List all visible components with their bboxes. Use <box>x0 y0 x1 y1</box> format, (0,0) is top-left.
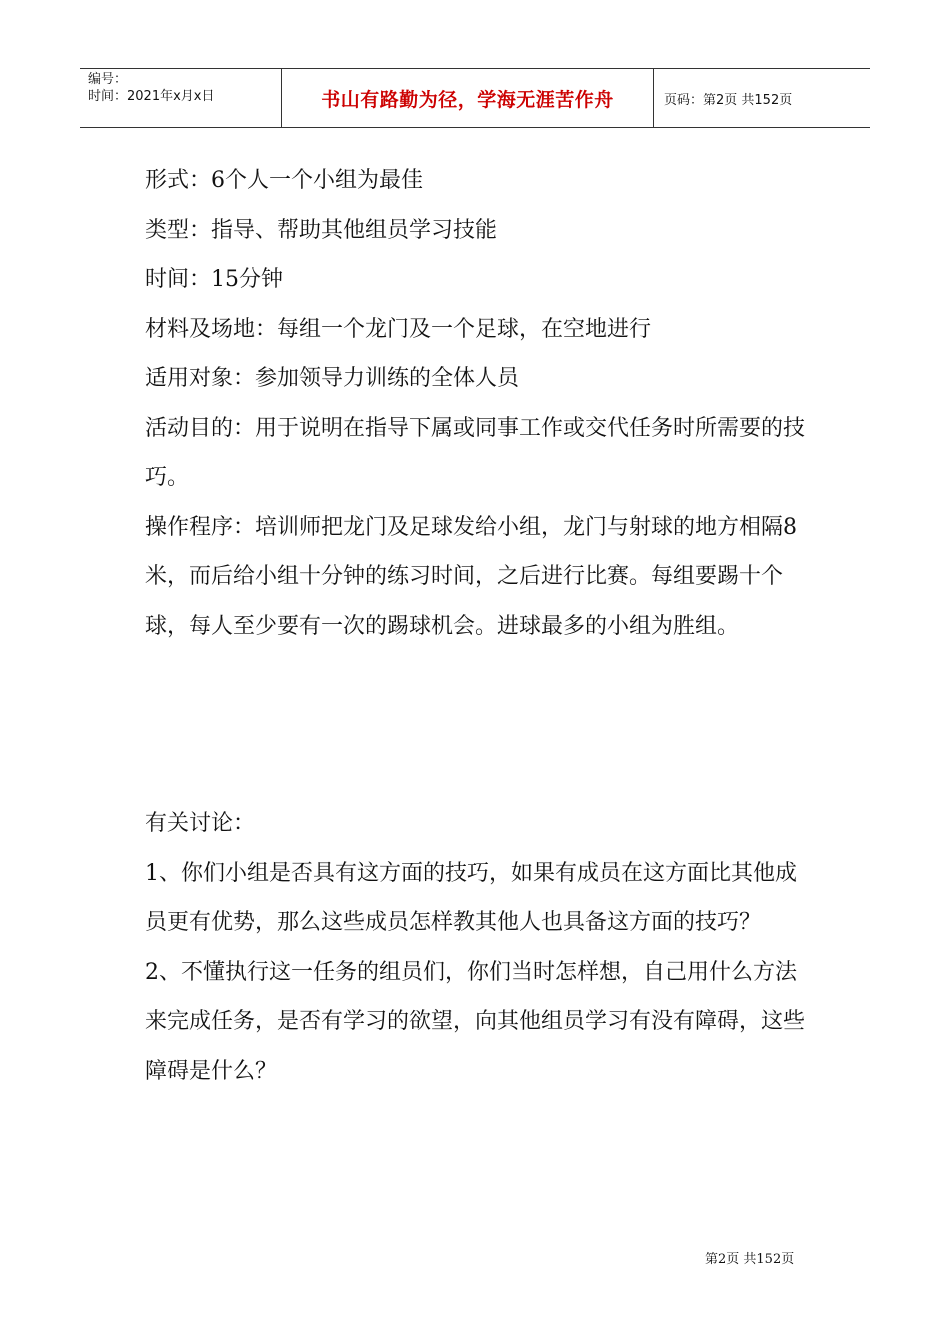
header-page-info: 页码：第2页 共152页 <box>664 92 793 108</box>
number-label: 编号： <box>88 72 128 87</box>
time-label: 时间：2021年x月x日 <box>88 89 215 104</box>
paragraph-procedure: 操作程序：培训师把龙门及足球发给小组，龙门与射球的地方相隔8米，而后给小组十分钟的练习时间，之后进行比赛。每组要踢十个球，每人至少要有一次的踢球机会。进球最多的小组为胜组。 <box>145 514 797 639</box>
paragraph-materials: 材料及场地：每组一个龙门及一个足球，在空地进行 <box>145 316 652 342</box>
paragraph-discussion-heading: 有关讨论： <box>145 811 256 836</box>
paragraph-question-2: 2、不懂执行这一任务的组员们，你们当时怎样想，自己用什么方法来完成任务，是否有学习的欲望，向其他组员学习有没有障碍，这些障碍是什么？ <box>145 959 806 1084</box>
paragraph-audience: 适用对象：参加领导力训练的全体人员 <box>145 366 520 391</box>
paragraph-type: 类型：指导、帮助其他组员学习技能 <box>145 217 498 243</box>
header-motto: 书山有路勤为径，学海无涯苦作舟 <box>282 69 654 127</box>
document-body <box>145 156 815 1096</box>
header-meta <box>80 69 282 127</box>
page-footer: 第2页 共152页 <box>705 1252 795 1267</box>
paragraph-time: 时间：15分钟 <box>145 267 283 292</box>
paragraph-format: 形式：6个人一个小组为最佳 <box>145 168 423 193</box>
paragraph-question-1: 1、你们小组是否具有这方面的技巧，如果有成员在这方面比其他成员更有优势，那么这些成员怎样教其他人也具备这方面的技巧？ <box>145 860 797 935</box>
blank-space <box>145 651 815 799</box>
page-header <box>80 68 870 128</box>
paragraph-purpose: 活动目的：用于说明在指导下属或同事工作或交代任务时所需要的技巧。 <box>145 415 806 490</box>
